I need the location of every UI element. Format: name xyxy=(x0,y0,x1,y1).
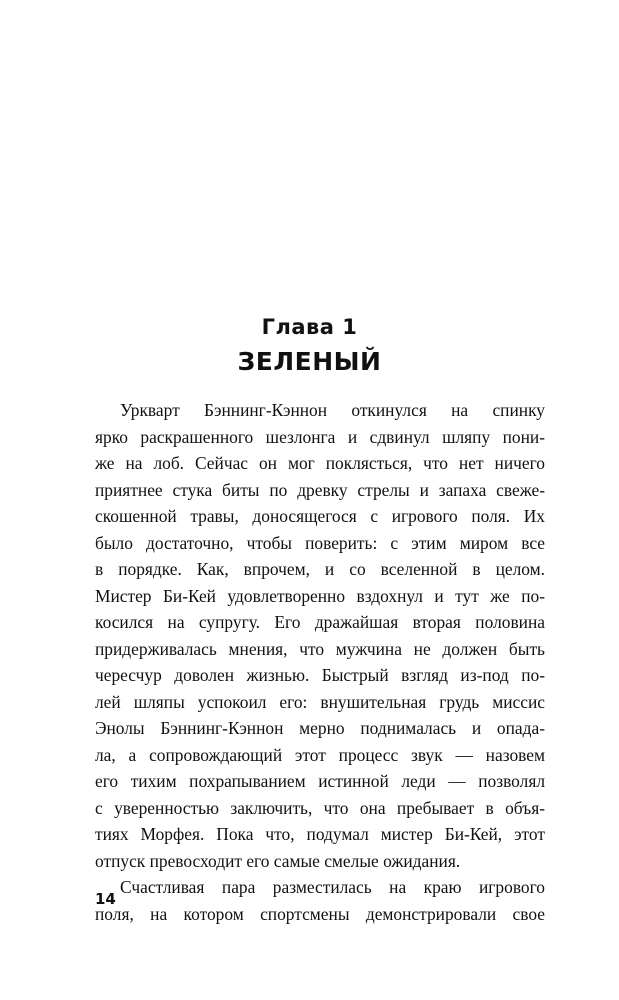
text-line: тиях Морфея. Пока что, подумал мистер Би-Кей, этот xyxy=(95,824,545,844)
chapter-title: ЗЕЛЕНЫЙ xyxy=(237,347,382,376)
text-line: же на лоб. Сейчас он мог поклясться, что нет ничего xyxy=(95,453,545,473)
text-line: было достаточно, чтобы поверить: с этим миром все xyxy=(95,532,545,553)
text-line: приятнее стука биты по древку стрелы и запаха свеже- xyxy=(95,479,545,500)
text-line: придерживалась мнения, что мужчина не должен быть xyxy=(95,638,545,659)
text-line: ла, а сопровождающий этот процесс звук — назовем xyxy=(95,744,545,765)
text-line: скошенной травы, доносящегося с игрового поля. Их xyxy=(95,506,545,526)
body-text xyxy=(95,397,545,927)
page-number: 14 xyxy=(95,890,116,908)
text-line: его тихим похрапыванием истинной леди — позволял xyxy=(95,771,545,791)
text-line: с уверенностью заключить, что она пребывает в объя- xyxy=(95,797,545,818)
text-line: лей шляпы успокоил его: внушительная грудь миссис xyxy=(95,691,545,712)
text-line: поля, на котором спортсмены демонстрировали свое xyxy=(95,903,545,924)
text-line: в порядке. Как, впрочем, и со вселенной в целом. xyxy=(95,559,545,579)
text-line: Уркварт Бэннинг-Кэннон откинулся на спинку xyxy=(120,400,545,420)
text-line: Счастливая пара разместилась на краю игрового xyxy=(120,877,545,897)
text-line: Мистер Би-Кей удовлетворенно вздохнул и тут же по- xyxy=(95,585,545,606)
paragraph xyxy=(95,874,545,927)
text-line: чересчур доволен жизнью. Быстрый взгляд из-под по- xyxy=(95,665,545,685)
paragraph xyxy=(95,397,545,874)
text-line: Энолы Бэннинг-Кэннон мерно поднималась и опада- xyxy=(95,718,545,738)
text-line: косился на супругу. Его дражайшая вторая половина xyxy=(95,612,545,632)
text-line: отпуск превосходит его самые смелые ожидания. xyxy=(95,850,461,871)
text-line: ярко раскрашенного шезлонга и сдвинул шляпу пони- xyxy=(95,426,545,447)
chapter-label: Глава 1 xyxy=(261,315,358,339)
